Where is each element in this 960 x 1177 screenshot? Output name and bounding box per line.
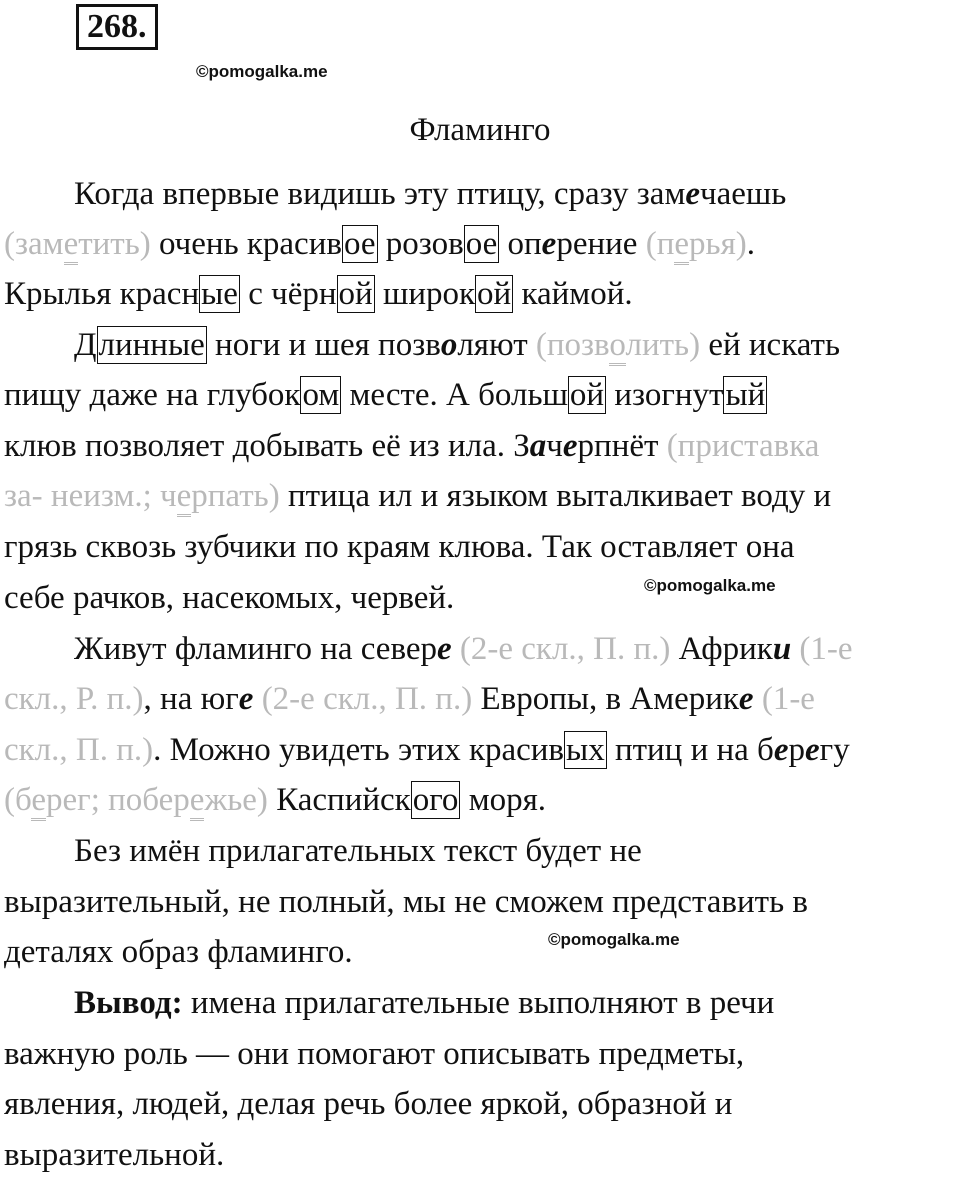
text-line-10: Живут фламинго на севере (2-е скл., П. п.) Африки (1-е xyxy=(74,631,853,667)
hint: (1-е xyxy=(791,631,853,667)
text-line-13: (берег; побережье) Каспийского моря. xyxy=(4,778,546,822)
text-line-15: выразительный, не полный, мы не сможем представить в xyxy=(4,884,808,920)
text-line-12: скл., П. п.). Можно увидеть этих красивых птиц и на берегу xyxy=(4,732,850,768)
text-line-9: себе рачков, насекомых, червей. xyxy=(4,580,455,616)
text-line-8: грязь сквозь зубчики по краям клюва. Так оставляет она xyxy=(4,529,795,565)
hint: (2-е скл., П. п.) xyxy=(253,681,473,717)
hint: (берег; побережье) xyxy=(4,782,268,821)
text-line-5: пищу даже на глубоком месте. А большой изогнутый xyxy=(4,377,766,413)
hint: (приставка xyxy=(666,428,820,464)
ending-box: ого xyxy=(412,782,459,818)
text-line-11: скл., Р. п.), на юге (2-е скл., П. п.) Европы, в Америке (1-е xyxy=(4,681,815,717)
text-line-2: (заметить) очень красивое розовое оперение (перья). xyxy=(4,222,755,266)
hint: за- неизм.; черпать) xyxy=(4,478,280,517)
watermark: ©pomogalka.me xyxy=(644,576,776,595)
text-line-19: явления, людей, делая речь более яркой, образной и xyxy=(4,1086,733,1122)
ending-box: ой xyxy=(477,276,512,312)
hint: (1-е xyxy=(753,681,815,717)
text-line-20: выразительной. xyxy=(4,1137,225,1173)
ending-box: линные xyxy=(98,327,205,363)
text-title: Фламинго xyxy=(409,112,551,148)
hint: (перья) xyxy=(646,226,747,265)
exercise-number: 268. xyxy=(76,4,158,50)
ending-box: ые xyxy=(201,276,238,312)
text-line-6: клюв позволяет добывать её из ила. Зачерпнёт (приставка xyxy=(4,428,820,464)
hint: скл., Р. п.) xyxy=(4,681,144,717)
text-line-17: Вывод: имена прилагательные выполняют в речи xyxy=(74,985,775,1021)
hint: скл., П. п.) xyxy=(4,732,154,768)
ending-box: ой xyxy=(569,377,605,413)
hint: (позволить) xyxy=(536,327,700,366)
hint: (2-е скл., П. п.) xyxy=(451,631,671,667)
ending-box: ом xyxy=(302,377,340,413)
text-line-7: за- неизм.; черпать) птица ил и языком выталкивает воду и xyxy=(4,474,831,518)
ending-box: ой xyxy=(338,276,373,312)
text-line-14: Без имён прилагательных текст будет не xyxy=(74,833,642,869)
text-line-1: Когда впервые видишь эту птицу, сразу замечаешь xyxy=(74,176,787,212)
ending-box: ое xyxy=(343,226,376,262)
watermark: ©pomogalka.me xyxy=(548,930,680,949)
text-line-4: Длинные ноги и шея позволяют (позволить) ей искать xyxy=(74,323,840,367)
text-line-16: деталях образ фламинго. xyxy=(4,934,353,970)
ending-box: ое xyxy=(465,226,498,262)
hint: (заметить) xyxy=(4,226,151,265)
text-line-18: важную роль — они помогают описывать предметы, xyxy=(4,1036,745,1072)
conclusion-label: Вывод: xyxy=(74,985,183,1021)
ending-box: ых xyxy=(566,732,605,768)
ending-box: ый xyxy=(725,377,766,413)
watermark: ©pomogalka.me xyxy=(196,62,328,81)
text-line-3: Крылья красные с чёрной широкой каймой. xyxy=(4,276,633,312)
